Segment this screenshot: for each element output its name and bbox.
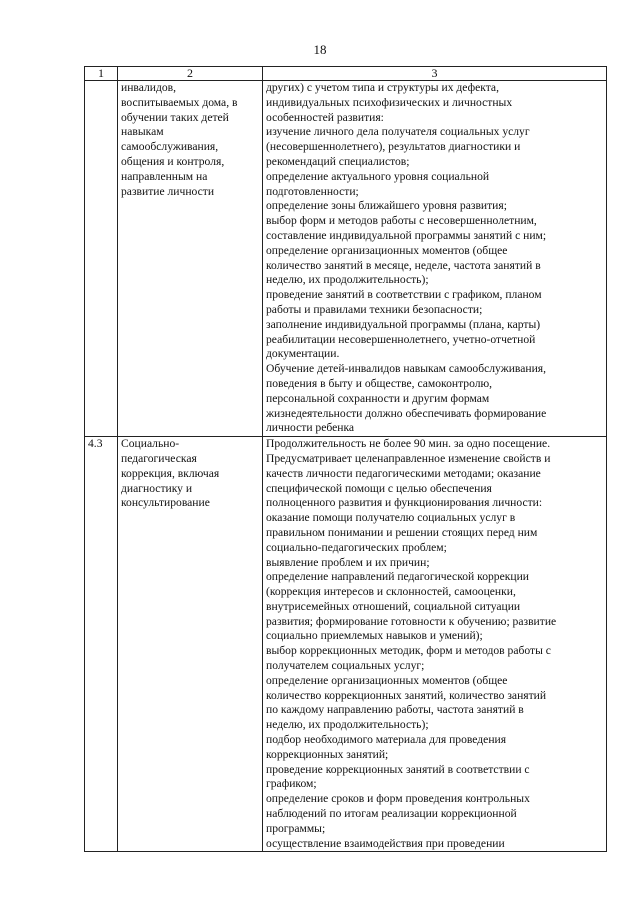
header-col-3: 3: [263, 67, 607, 81]
text-line: индивидуальных психофизических и личностных: [266, 95, 513, 109]
header-col-2: 2: [118, 67, 263, 81]
text-line: подбор необходимого материала для проведения: [266, 733, 507, 747]
text-line: жизнедеятельности должно обеспечивать формирование: [266, 406, 547, 420]
text-line: по каждому направлению работы, частота занятий в: [266, 703, 524, 717]
text-line: определение организационных моментов (общее: [266, 673, 508, 687]
text-line: графиком;: [266, 777, 317, 791]
text-line: получателем социальных услуг;: [266, 659, 425, 673]
text-line: специфической помощи с целью обеспечения: [266, 481, 492, 495]
page-number: 18: [313, 42, 327, 57]
text-line: неделю, их продолжительность);: [266, 273, 429, 287]
text-line: наблюдений по итогам реализации коррекционной: [266, 807, 517, 821]
text-line: определение направлений педагогической коррекции: [266, 570, 529, 584]
text-line: самообслуживания,: [121, 140, 219, 154]
text-line: составление индивидуальной программы занятий с ним;: [266, 228, 547, 242]
table-header-row: [85, 67, 607, 81]
text-line: личности ребенка: [266, 421, 355, 435]
text-line: определение организационных моментов (общее: [266, 243, 508, 257]
text-line: социально приемлемых навыков и умений);: [266, 629, 483, 643]
text-line: развитие личности: [121, 184, 215, 198]
text-line: определение актуального уровня социальной: [266, 169, 490, 183]
service-description-cell: [263, 81, 607, 437]
text-line: полноценного развития и функционирования личности:: [266, 496, 543, 510]
table-row: [85, 437, 607, 852]
text-line: навыкам: [121, 125, 164, 139]
text-line: особенностей развития:: [266, 110, 384, 124]
text-line: консультирование: [121, 496, 210, 510]
text-line: персональной сохранности и другим формам: [266, 391, 490, 405]
service-name-cell: [118, 437, 263, 852]
text-line: выбор форм и методов работы с несовершеннолетним,: [266, 214, 537, 228]
text-line: изучение личного дела получателя социальных услуг: [266, 125, 530, 139]
text-line: рекомендаций специалистов;: [266, 154, 410, 168]
text-line: работы и правилами техники безопасности;: [266, 302, 483, 316]
text-line: поведения в быту и обществе, самоконтролю,: [266, 376, 493, 390]
text-line: педагогическая: [121, 451, 197, 465]
text-line: Продолжительность не более 90 мин. за одно посещение.: [266, 437, 551, 451]
text-line: (несовершеннолетнего), результатов диагностики и: [266, 140, 521, 154]
text-line: развития; формирование готовности к обучению; развитие: [266, 614, 557, 628]
text-line: инвалидов,: [121, 81, 177, 94]
text-line: обучении таких детей: [121, 110, 229, 124]
text-line: определение сроков и форм проведения контрольных: [266, 792, 530, 806]
service-name-cell: [118, 81, 263, 437]
text-line: выбор коррекционных методик, форм и методов работы с: [266, 644, 551, 658]
text-line: Предусматривает целенаправленное изменение свойств и: [266, 451, 551, 465]
text-line: общения и контроля,: [121, 154, 225, 168]
services-table: [84, 66, 607, 852]
text-line: определение зоны ближайшего уровня развития;: [266, 199, 507, 213]
text-line: воспитываемых дома, в: [121, 95, 238, 109]
text-line: выявление проблем и их причин;: [266, 555, 430, 569]
text-line: неделю, их продолжительность);: [266, 718, 429, 732]
text-line: документации.: [266, 347, 340, 361]
text-line: правильном понимании и решении стоящих перед ним: [266, 525, 538, 539]
text-line: количество занятий в месяце, неделе, частота занятий в: [266, 258, 541, 272]
text-line: количество коррекционных занятий, количество занятий: [266, 688, 547, 702]
text-line: проведение занятий в соответствии с графиком, планом: [266, 288, 542, 302]
text-line: программы;: [266, 821, 326, 835]
text-line: направленным на: [121, 169, 208, 183]
text-line: подготовленности;: [266, 184, 359, 198]
text-line: проведение коррекционных занятий в соответствии с: [266, 762, 530, 776]
text-line: Обучение детей-инвалидов навыкам самообслуживания,: [266, 362, 547, 376]
text-line: (коррекция интересов и склонностей, самооценки,: [266, 585, 516, 599]
text-line: осуществление взаимодействия при проведении: [266, 836, 505, 850]
row-number: [85, 81, 118, 437]
table-row: [85, 81, 607, 437]
text-line: Социально-: [121, 437, 180, 451]
text-line: качеств личности педагогическими методами; оказание: [266, 466, 541, 480]
text-line: социально-педагогических проблем;: [266, 540, 447, 554]
service-description-cell: [263, 437, 607, 852]
text-line: реабилитации несовершеннолетнего, учетно-отчетной: [266, 332, 536, 346]
text-line: других) с учетом типа и структуры их дефекта,: [266, 81, 499, 94]
text-line: внутрисемейных отношений, социальной ситуации: [266, 599, 521, 613]
header-col-1: 1: [85, 67, 118, 81]
text-line: коррекция, включая: [121, 466, 220, 480]
row-number: 4.3: [85, 437, 118, 852]
text-line: заполнение индивидуальной программы (плана, карты): [266, 317, 541, 331]
text-line: оказание помощи получателю социальных услуг в: [266, 511, 516, 525]
text-line: коррекционных занятий;: [266, 747, 389, 761]
text-line: диагностику и: [121, 481, 193, 495]
